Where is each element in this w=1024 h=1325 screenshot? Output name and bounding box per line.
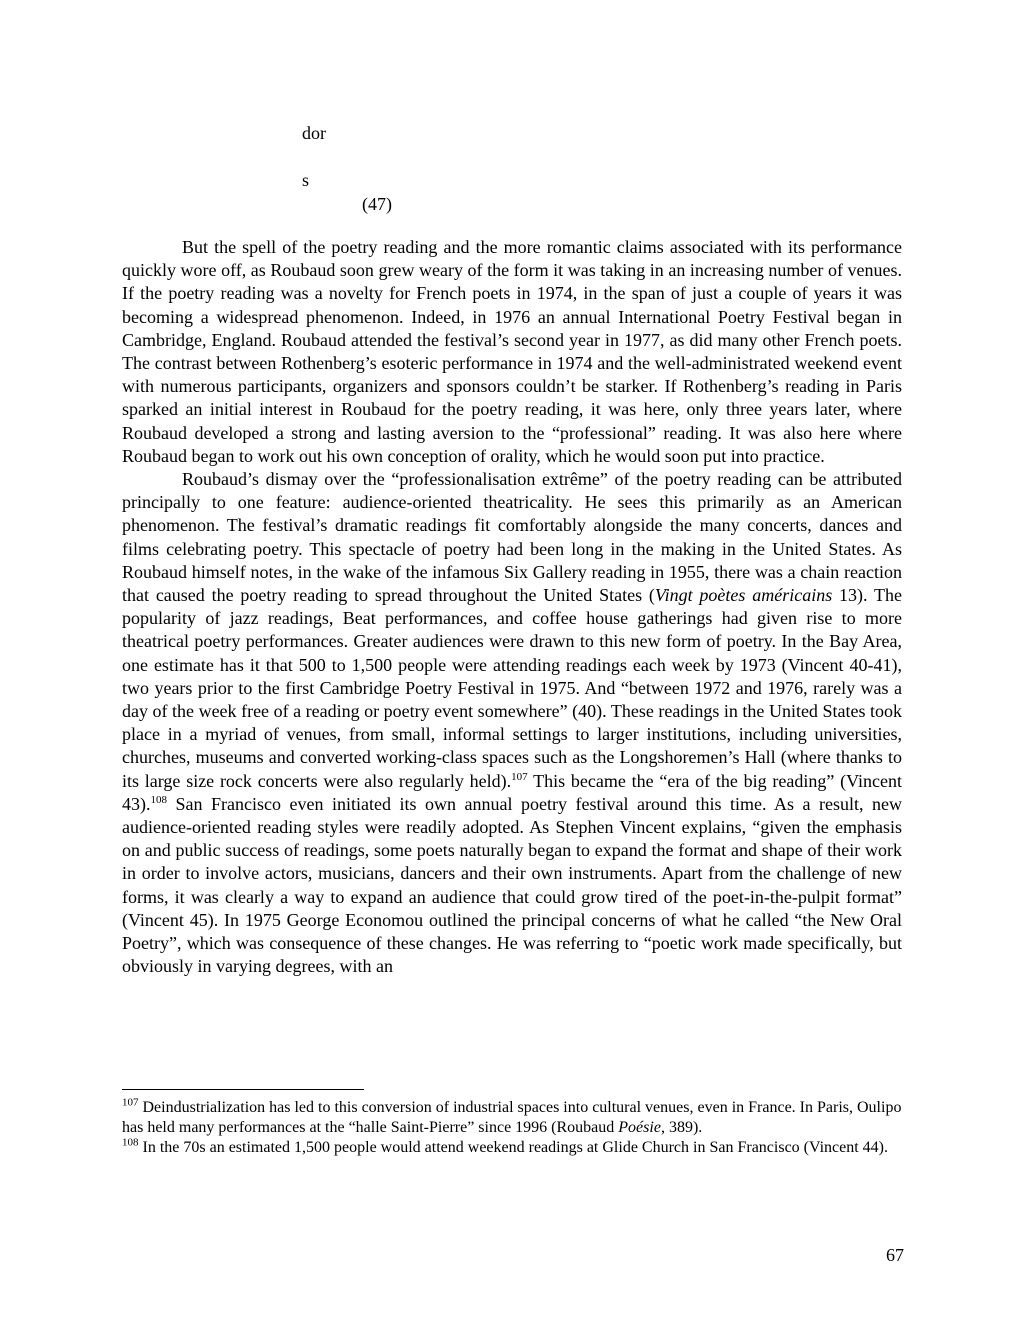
paragraph-1: But the spell of the poetry reading and the more romantic claims associated with its performance quickly wore off, as Roubaud soon grew weary of the form it was taking in an increasing number of venues. If the poetry reading was a novelty for French poets in 1974, in the span of just a couple of years it was becoming a widespread phenomenon. Indeed, in 1976 an annual International Poetry Festival began in Cambridge, England. Roubaud attended the festival’s second year in 1977, as did many other French poets. The contrast between Rothenberg’s esoteric performance in 1974 and the well-administrated weekend event with numerous participants, organizers and sponsors couldn’t be starker. If Rothenberg’s reading in Paris sparked an initial interest in Roubaud for the poetry reading, it was here, only three years later, where Roubaud developed a strong and lasting aversion to the “professional” reading. It was also here where Roubaud began to work out his own conception of orality, which he would soon put into practice. — [122, 237, 902, 466]
paragraph-2-part-d: San Francisco even initiated its own annual poetry festival around this time. As a result, new audience-oriented reading styles were readily adopted. As Stephen Vincent explains, “given the emphasis on and public success of readings, some poets naturally began to expand the format and shape of their work in order to involve actors, musicians, dancers and their own instruments. Apart from the challenge of new forms, it was clearly a way to expand an audience that could grow tired of the poet-in-the-pulpit format” (Vincent 45). In 1975 George Economou outlined the principal concerns of what he called “the New Oral Poetry”, which was consequence of these changes. He was referring to “poetic work made specifically, but obviously in varying degrees, with an — [122, 793, 902, 977]
footnote-107-text-b: , 389). — [660, 1119, 703, 1136]
footnote-108-text-a: In the 70s an estimated 1,500 people would attend weekend readings at Glide Church in San Francisco (Vincent 44). — [138, 1139, 889, 1156]
poem-citation: (47) — [362, 194, 392, 214]
poem-fragment-line-2: s — [302, 170, 310, 190]
footnote-107 — [122, 1098, 902, 1138]
footnote-ref-107[interactable]: 107 — [511, 770, 528, 783]
footnote-divider — [122, 1089, 364, 1090]
paragraph-2-part-a: Roubaud’s dismay over the “professionalisation extrême” of the poetry reading can be attributed principally to one feature: audience-oriented theatricality. He sees this primarily as an American phenomenon. The festival’s dramatic readings fit comfortably alongside the many concerts, dances and films celebrating poetry. This spectacle of poetry had been long in the making in the United States. As Roubaud himself notes, in the wake of the infamous Six Gallery reading in 1955, there was a chain reaction that caused the poetry reading to spread throughout the United States ( — [122, 469, 902, 606]
footnote-ref-108[interactable]: 108 — [150, 793, 167, 806]
paragraph-2-part-c: This became the “era of the big reading” (Vincent 43). — [122, 770, 902, 814]
book-title-vingt-poetes: Vingt poètes américains — [654, 585, 833, 606]
footnote-number-108: 108 — [122, 1136, 139, 1149]
poem-fragment-line-1: dor — [302, 123, 326, 143]
footnote-number-107: 107 — [122, 1096, 139, 1109]
page-number: 67 — [886, 1245, 904, 1265]
paragraph-2-part-b: 13). The popularity of jazz readings, Beat performances, and coffee house gatherings had given rise to more theatrical poetry performances. Greater audiences were drawn to this new form of poetry. In the Bay Area, one estimate has it that 500 to 1,500 people were attending readings each week by 1973 (Vincent 40-41), two years prior to the first Cambridge Poetry Festival in 1975. And “between 1972 and 1976, rarely was a day of the week free of a reading or poetry event somewhere” (40). These readings in the United States took place in a myriad of venues, from small, informal settings to larger institutions, including universities, churches, museums and converted working-class spaces such as the Longshoremen’s Hall (where thanks to its large size rock concerts were also regularly held). — [122, 585, 903, 791]
body-text — [122, 236, 902, 979]
footnotes — [122, 1098, 902, 1158]
paragraph-2 — [122, 468, 902, 978]
footnote-108 — [122, 1138, 902, 1158]
footnote-107-text-a: Deindustrialization has led to this conversion of industrial spaces into cultural venues, even in France. In Paris, Oulipo has held many performances at the “halle Saint-Pierre” since 1996 (Roubaud — [122, 1099, 902, 1136]
footnote-107-title: Poésie — [618, 1119, 661, 1136]
